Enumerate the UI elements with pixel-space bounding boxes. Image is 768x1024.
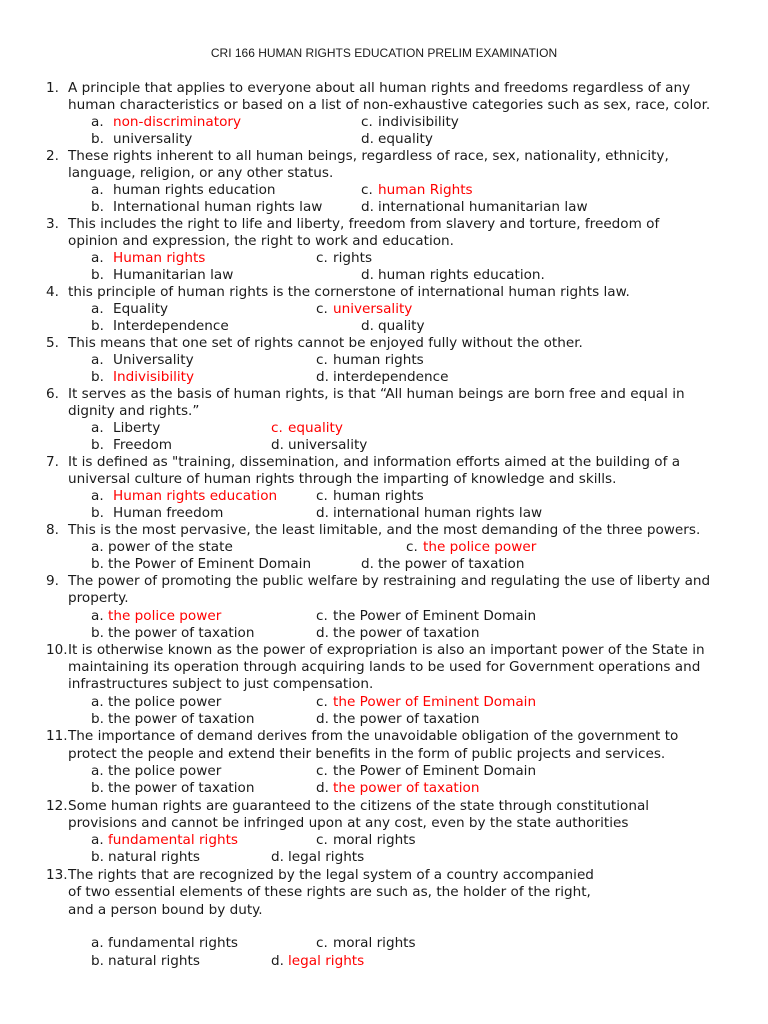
choice-text-answer: human Rights — [378, 182, 473, 198]
question-number: 1. — [46, 80, 59, 96]
question-number: 11. — [46, 728, 68, 744]
choice-text-answer: Human rights education — [113, 488, 278, 504]
question-number: 4. — [46, 284, 59, 300]
choice-marker: d. — [271, 437, 284, 453]
choice-text: human rights education — [113, 182, 276, 198]
choice-marker: d. — [361, 131, 374, 147]
choice-marker: c. — [316, 250, 328, 266]
choice-text: natural rights — [108, 849, 200, 865]
choice-marker: a. — [91, 608, 104, 624]
question-text: It serves as the basis of human rights, is that “All human beings are born free and equal in — [68, 386, 685, 402]
choice-text: power of the state — [108, 539, 233, 555]
question-text: protect the people and extend their benefits in the form of public projects and services. — [68, 746, 666, 762]
choice-marker: d. — [271, 849, 284, 865]
choice-marker: d. — [316, 505, 329, 521]
choice-text-answer: the Power of Eminent Domain — [333, 694, 537, 710]
question-text: The power of promoting the public welfare by restraining and regulating the use of liberty and — [68, 573, 711, 589]
question-text: This includes the right to life and liberty, freedom from slavery and torture, freedom of — [68, 216, 660, 232]
question-text: language, religion, or any other status. — [68, 165, 334, 181]
choice-marker: b. — [91, 369, 104, 385]
choice-marker: c. — [316, 608, 328, 624]
choice-text-answer: the power of taxation — [333, 780, 480, 796]
choice-text-answer: fundamental rights — [108, 832, 238, 848]
choice-marker: c. — [316, 352, 328, 368]
question-text: and a person bound by duty. — [68, 902, 263, 918]
choice-text-answer: non-discriminatory — [113, 114, 242, 130]
choice-marker: b. — [91, 318, 104, 334]
choice-text: natural rights — [108, 953, 200, 969]
choice-marker: c. — [316, 301, 328, 317]
choice-marker: c. — [316, 832, 328, 848]
choice-text: the Power of Eminent Domain — [108, 556, 312, 572]
question-text: These rights inherent to all human beings, regardless of race, sex, nationality, ethnicity, — [68, 148, 669, 164]
exam-title: CRI 166 HUMAN RIGHTS EDUCATION PRELIM EXAMINATION — [210, 46, 558, 60]
choice-text: international humanitarian law — [378, 199, 588, 215]
choice-marker-answer: c. — [271, 420, 283, 436]
choice-text-answer: legal rights — [288, 953, 365, 969]
choice-text: universality — [113, 131, 193, 147]
choice-text: the power of taxation — [108, 780, 255, 796]
choice-text-answer: Indivisibility — [113, 369, 195, 385]
choice-text-answer: equality — [288, 420, 343, 436]
choice-marker: a. — [91, 250, 104, 266]
choice-marker: a. — [91, 935, 104, 951]
question-text: The rights that are recognized by the legal system of a country accompanied — [68, 867, 594, 883]
choice-marker: a. — [91, 488, 104, 504]
choice-text: international human rights law — [333, 505, 543, 521]
choice-text: Equality — [113, 301, 169, 317]
question-number: 3. — [46, 216, 59, 232]
choice-text: Liberty — [113, 420, 161, 436]
question-number: 7. — [46, 454, 59, 470]
choice-marker: b. — [91, 267, 104, 283]
choice-marker: a. — [91, 539, 104, 555]
question-text: of two essential elements of these rights are such as, the holder of the right, — [68, 884, 591, 900]
choice-text: Humanitarian law — [113, 267, 234, 283]
choice-text: fundamental rights — [108, 935, 238, 951]
question-number: 2. — [46, 148, 59, 164]
choice-text: legal rights — [288, 849, 365, 865]
choice-text: the power of taxation — [378, 556, 525, 572]
choice-marker: b. — [91, 849, 104, 865]
question-text: maintaining its operation through acquiring lands to be used for Government operations and — [68, 659, 701, 675]
question-text: this principle of human rights is the cornerstone of international human rights law. — [68, 284, 630, 300]
question-number: 8. — [46, 522, 59, 538]
choice-marker: a. — [91, 301, 104, 317]
choice-text: rights — [333, 250, 373, 266]
choice-marker: a. — [91, 114, 104, 130]
choice-marker: b. — [91, 625, 104, 641]
choice-text-answer: Human rights — [113, 250, 206, 266]
question-text: This is the most pervasive, the least limitable, and the most demanding of the three powers. — [68, 522, 701, 538]
choice-marker: b. — [91, 711, 104, 727]
choice-text: moral rights — [333, 935, 416, 951]
choice-marker: d. — [361, 267, 374, 283]
choice-marker: c. — [316, 694, 328, 710]
choice-text: interdependence — [333, 369, 449, 385]
choice-marker: b. — [91, 199, 104, 215]
question-text: infrastructures subject to just compensation. — [68, 676, 374, 692]
choice-marker: d. — [316, 780, 329, 796]
choice-text-answer: universality — [333, 301, 413, 317]
choice-text: indivisibility — [378, 114, 459, 130]
choice-text: universality — [288, 437, 368, 453]
question-text: dignity and rights.” — [68, 403, 200, 419]
choice-marker: c. — [316, 763, 328, 779]
choice-text: Universality — [113, 352, 194, 368]
choice-text-answer: the police power — [108, 608, 222, 624]
choice-text: human rights — [333, 352, 424, 368]
question-number: 6. — [46, 386, 59, 402]
choice-marker: a. — [91, 763, 104, 779]
choice-marker: a. — [91, 694, 104, 710]
choice-text: the power of taxation — [108, 625, 255, 641]
question-text: A principle that applies to everyone about all human rights and freedoms regardless of any — [68, 80, 691, 96]
choice-marker: b. — [91, 505, 104, 521]
question-text: This means that one set of rights cannot be enjoyed fully without the other. — [68, 335, 583, 351]
question-number: 5. — [46, 335, 59, 351]
choice-text: equality — [378, 131, 433, 147]
question-number: 10. — [46, 642, 68, 658]
choice-marker: a. — [91, 352, 104, 368]
choice-marker: b. — [91, 131, 104, 147]
question-text: opinion and expression, the right to work and education. — [68, 233, 454, 249]
choice-marker: b. — [91, 953, 104, 969]
choice-marker: c. — [361, 114, 373, 130]
choice-text: Human freedom — [113, 505, 224, 521]
choice-text: the police power — [108, 694, 222, 710]
question-text: provisions and cannot be infringed upon at any cost, even by the state authorities — [68, 815, 629, 831]
question-text: It is otherwise known as the power of expropriation is also an important power of the State in — [68, 642, 705, 658]
choice-marker: a. — [91, 420, 104, 436]
choice-marker: a. — [91, 182, 104, 198]
choice-text: human rights — [333, 488, 424, 504]
choice-text: the Power of Eminent Domain — [333, 763, 537, 779]
choice-text: the power of taxation — [333, 711, 480, 727]
choice-marker: b. — [91, 437, 104, 453]
choice-marker: c. — [361, 182, 373, 198]
question-number: 9. — [46, 573, 59, 589]
question-text: human characteristics or based on a list of non-exhaustive categories such as sex, race, color. — [68, 97, 711, 113]
question-text: It is defined as "training, dissemination, and information efforts aimed at the building of a — [68, 454, 681, 470]
choice-text: Interdependence — [113, 318, 229, 334]
choice-marker: b. — [91, 780, 104, 796]
choice-marker: d. — [271, 953, 284, 969]
choice-text: human rights education. — [378, 267, 545, 283]
choice-marker: c. — [406, 539, 418, 555]
choice-text: the police power — [108, 763, 222, 779]
choice-marker: d. — [361, 318, 374, 334]
choice-marker: c. — [316, 935, 328, 951]
choice-text-answer: the police power — [423, 539, 537, 555]
choice-text: quality — [378, 318, 425, 334]
choice-marker: a. — [91, 832, 104, 848]
choice-marker: d. — [316, 369, 329, 385]
question-text: universal culture of human rights through the imparting of knowledge and skills. — [68, 471, 617, 487]
choice-marker: d. — [361, 199, 374, 215]
choice-marker: c. — [316, 488, 328, 504]
choice-text: International human rights law — [113, 199, 323, 215]
question-number: 12. — [46, 798, 68, 814]
choice-marker: d. — [361, 556, 374, 572]
choice-text: the power of taxation — [333, 625, 480, 641]
choice-text: the Power of Eminent Domain — [333, 608, 537, 624]
choice-text: Freedom — [113, 437, 173, 453]
choice-marker: d. — [316, 711, 329, 727]
choice-marker: b. — [91, 556, 104, 572]
choice-text: moral rights — [333, 832, 416, 848]
choice-text: the power of taxation — [108, 711, 255, 727]
question-text: The importance of demand derives from the unavoidable obligation of the government to — [68, 728, 679, 744]
question-text: Some human rights are guaranteed to the citizens of the state through constitutional — [68, 798, 650, 814]
choice-marker: d. — [316, 625, 329, 641]
question-number: 13. — [46, 867, 68, 883]
question-text: property. — [68, 590, 129, 606]
